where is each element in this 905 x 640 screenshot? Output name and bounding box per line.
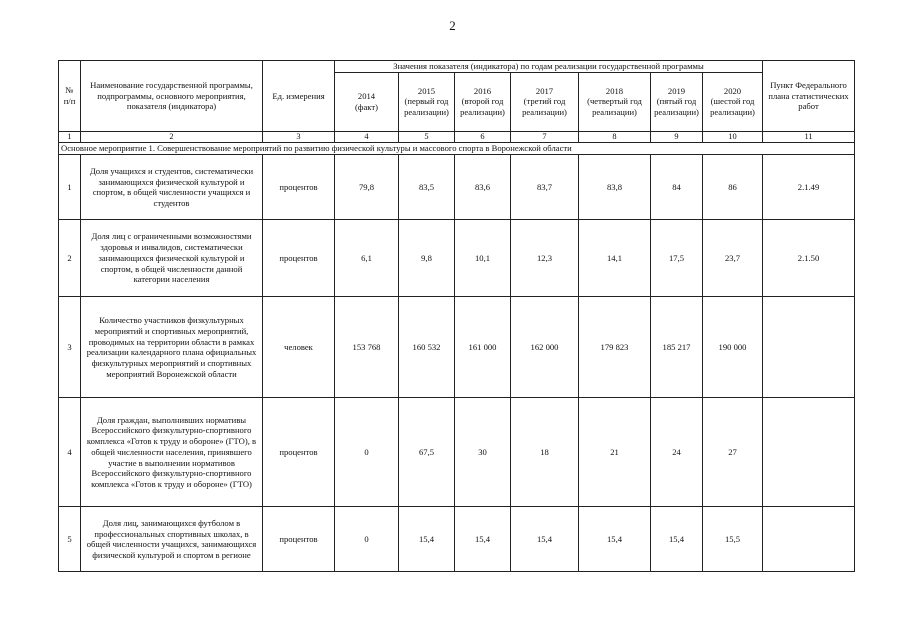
federal-plan-cell [763,297,855,398]
header-year-2016: 2016 (второй год реализации) [455,72,511,131]
header-name: Наименование государственной программы, подпрограммы, основного мероприятия, показателя (индикатора) [81,61,263,132]
column-number: 5 [399,131,455,143]
unit-cell: процентов [263,155,335,220]
indicator-name: Количество участников физкультурных мероприятий и спортивных мероприятий, проводимых на территории области в рамках реализации календарного плана официальных физкультурных мероприятий и спортивных мероприятий Воронежской области [81,297,263,398]
section-title: Основное мероприятие 1. Совершенствование мероприятий по развитию физической культуры и массового спорта в Воронежской области [59,143,855,155]
row-number: 3 [59,297,81,398]
value-cell: 14,1 [579,220,651,297]
header-federal-plan: Пункт Федерального плана статистических работ [763,61,855,132]
federal-plan-cell [763,507,855,572]
row-number: 4 [59,398,81,507]
row-number: 5 [59,507,81,572]
value-cell: 15,4 [511,507,579,572]
value-cell: 190 000 [703,297,763,398]
federal-plan-cell: 2.1.50 [763,220,855,297]
indicator-name: Доля лиц, занимающихся футболом в профессиональных спортивных школах, в общей численности учащихся, занимающихся физической культурой и спортом в регионе [81,507,263,572]
indicator-name: Доля лиц с ограниченными возможностями здоровья и инвалидов, систематически занимающихся физической культурой и спортом, в общей численности данной категории населения [81,220,263,297]
column-number: 9 [651,131,703,143]
unit-cell: процентов [263,507,335,572]
value-cell: 67,5 [399,398,455,507]
page-number: 2 [449,18,456,33]
table-row [59,507,855,572]
value-cell: 83,8 [579,155,651,220]
value-cell: 23,7 [703,220,763,297]
federal-plan-cell [763,398,855,507]
table-row [59,398,855,507]
value-cell: 15,4 [651,507,703,572]
row-number: 1 [59,155,81,220]
column-number: 4 [335,131,399,143]
column-number: 8 [579,131,651,143]
column-number: 6 [455,131,511,143]
value-cell: 21 [579,398,651,507]
value-cell: 83,7 [511,155,579,220]
table-row [59,155,855,220]
value-cell: 161 000 [455,297,511,398]
value-cell: 185 217 [651,297,703,398]
value-cell: 6,1 [335,220,399,297]
value-cell: 83,5 [399,155,455,220]
header-year-2019: 2019 (пятый год реализации) [651,72,703,131]
header-values-title: Значения показателя (индикатора) по годам реализации государственной программы [335,61,763,73]
value-cell: 12,3 [511,220,579,297]
value-cell: 83,6 [455,155,511,220]
value-cell: 15,4 [579,507,651,572]
value-cell: 15,4 [399,507,455,572]
federal-plan-cell: 2.1.49 [763,155,855,220]
value-cell: 15,5 [703,507,763,572]
table-row [59,220,855,297]
value-cell: 10,1 [455,220,511,297]
header-num: № п/п [59,61,81,132]
indicators-table [58,60,855,572]
table-row [59,297,855,398]
value-cell: 0 [335,398,399,507]
value-cell: 27 [703,398,763,507]
value-cell: 30 [455,398,511,507]
value-cell: 162 000 [511,297,579,398]
header-year-2014: 2014 (факт) [335,72,399,131]
value-cell: 17,5 [651,220,703,297]
value-cell: 0 [335,507,399,572]
unit-cell: человек [263,297,335,398]
value-cell: 15,4 [455,507,511,572]
header-year-2020: 2020 (шестой год реализации) [703,72,763,131]
value-cell: 179 823 [579,297,651,398]
header-year-2015: 2015 (первый год реализации) [399,72,455,131]
indicator-name: Доля учащихся и студентов, систематически занимающихся физической культурой и спортом, в общей численности учащихся и студентов [81,155,263,220]
value-cell: 9,8 [399,220,455,297]
column-number: 10 [703,131,763,143]
header-year-2018: 2018 (четвертый год реализации) [579,72,651,131]
value-cell: 79,8 [335,155,399,220]
header-year-2017: 2017 (третий год реализации) [511,72,579,131]
value-cell: 153 768 [335,297,399,398]
value-cell: 86 [703,155,763,220]
indicator-name: Доля граждан, выполнивших нормативы Всероссийского физкультурно-спортивного комплекса «Готов к труду и обороне» (ГТО), в общей численности населения, принявшего участие в выполнении нормативов Всероссийского физкультурно-спортивного комплекса «Готов к труду и обороне» (ГТО) [81,398,263,507]
header-unit: Ед. измерения [263,61,335,132]
column-number: 1 [59,131,81,143]
column-number: 2 [81,131,263,143]
unit-cell: процентов [263,220,335,297]
unit-cell: процентов [263,398,335,507]
value-cell: 24 [651,398,703,507]
column-number: 7 [511,131,579,143]
value-cell: 18 [511,398,579,507]
column-number: 3 [263,131,335,143]
value-cell: 84 [651,155,703,220]
value-cell: 160 532 [399,297,455,398]
row-number: 2 [59,220,81,297]
column-number: 11 [763,131,855,143]
